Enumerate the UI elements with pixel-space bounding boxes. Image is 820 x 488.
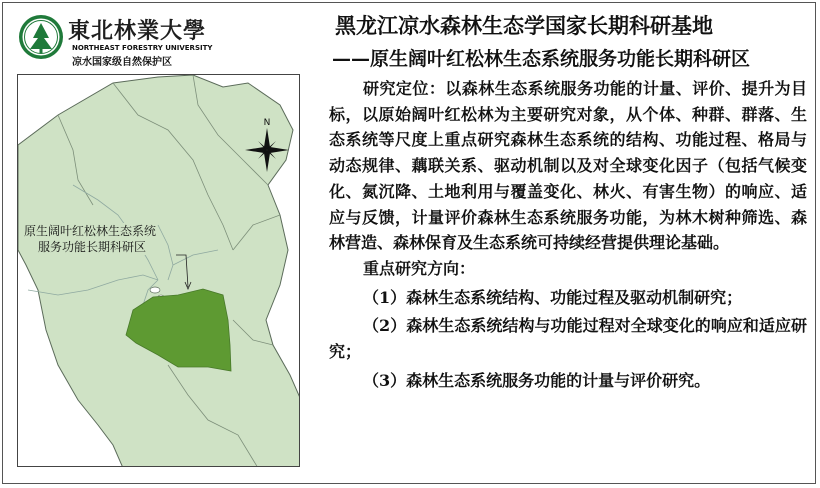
research-area-label	[24, 223, 156, 255]
university-name-en: NORTHEAST FORESTRY UNIVERSITY	[72, 44, 213, 52]
page-title: 黑龙江凉水森林生态学国家长期科研基地	[335, 13, 713, 38]
reserve-map	[17, 74, 300, 467]
direction-item: （1）森林生态系统结构、功能过程及驱动机制研究；	[363, 287, 743, 307]
page-subtitle: ——原生阔叶红松林生态系统服务功能长期科研区	[332, 48, 751, 70]
directions-heading: 重点研究方向：	[363, 258, 476, 278]
research-area-label-line2: 服务功能长期科研区	[38, 240, 147, 254]
university-seal-icon	[18, 14, 64, 60]
compass-north-label: N	[263, 118, 271, 128]
research-area-label-line1: 原生阔叶红松林生态系统	[24, 224, 157, 238]
direction-item: （2）森林生态系统结构与功能过程对全球变化的响应和适应研究；	[329, 316, 807, 362]
reserve-land	[18, 75, 300, 467]
map-drawing	[18, 75, 300, 467]
description-body	[329, 76, 807, 393]
university-logo	[18, 14, 213, 68]
research-positioning: 研究定位：以森林生态系统服务功能的计量、评价、提升为目标，以原始阔叶红松林为主要研究对象，从个体、种群、群落、生态系统等尺度上重点研究森林生态系统的结构、功能过程、格局与动态规律、藕联关系、驱动机制以及对全球变化因子（包括气候变化、氮沉降、土地利用与覆盖变化、林火、有害生物）的响应、适应与反馈，计量评价森林生态系统服务功能，为林木树种筛选、森林营造、森林保育及生态系统可持续经营提供理论基础。	[329, 79, 807, 253]
university-name-cn: 東北林業大學	[68, 18, 207, 44]
reserve-name: 凉水国家级自然保护区	[72, 57, 172, 68]
direction-item: （3）森林生态系统服务功能的计量与评价研究。	[363, 370, 711, 390]
